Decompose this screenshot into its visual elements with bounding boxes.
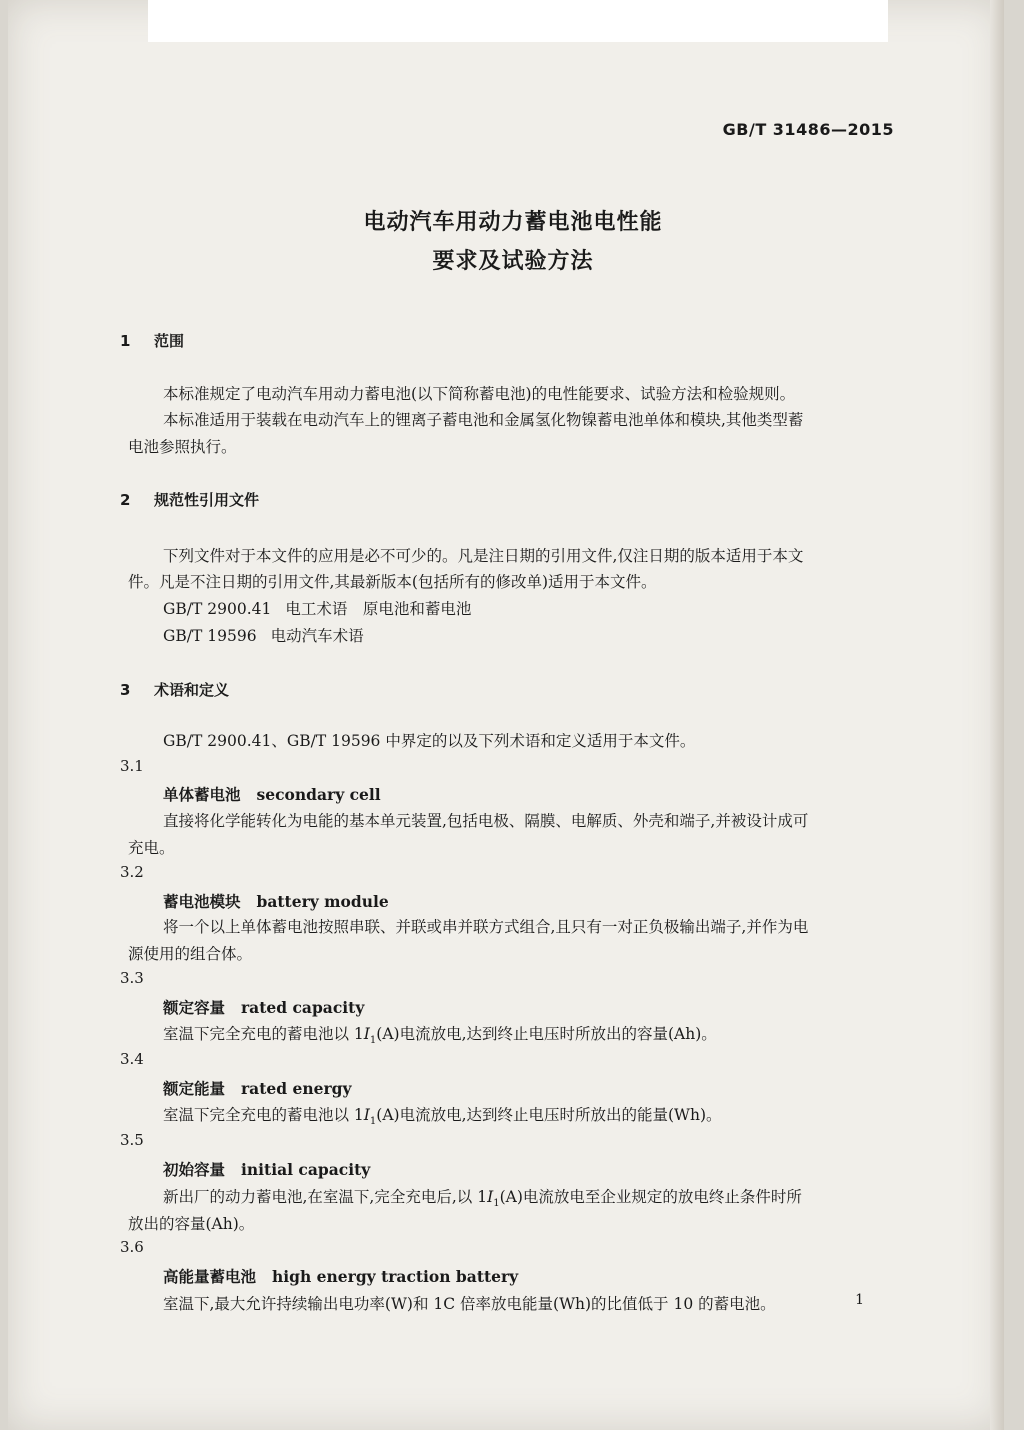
term-number: 3.2 (120, 863, 144, 881)
term-definition: 室温下,最大允许持续输出电功率(W)和 1C 倍率放电能量(Wh)的比值低于 10 的蓄电池。 (163, 1295, 776, 1313)
term-title: 蓄电池模块 battery module (163, 892, 389, 911)
scan-top-strip (148, 0, 888, 42)
reference-item: GB/T 19596 电动汽车术语 (163, 627, 364, 645)
sec2-paragraph-line-1: 下列文件对于本文件的应用是必不可少的。凡是注日期的引用文件,仅注日期的版本适用于本文 (163, 547, 804, 565)
standard-code: GB/T 31486—2015 (722, 120, 894, 139)
sec2-paragraph-line-2: 件。凡是不注日期的引用文件,其最新版本(包括所有的修改单)适用于本文件。 (128, 573, 657, 591)
term-title: 额定容量 rated capacity (163, 998, 365, 1017)
term-definition: 室温下完全充电的蓄电池以 $1I_1(A)$电流放电,达到终止电压时所放出的能量(Wh)。 (163, 1106, 722, 1128)
term-definition: 室温下完全充电的蓄电池以 $1I_1(A)$电流放电,达到终止电压时所放出的容量(Ah)。 (163, 1025, 717, 1047)
section-3-heading: 3 术语和定义 (120, 681, 230, 699)
term-title: 初始容量 initial capacity (163, 1160, 371, 1179)
term-definition-line-2: 充电。 (128, 839, 175, 857)
page-number: 1 (855, 1292, 864, 1308)
term-number: 3.6 (120, 1238, 144, 1256)
term-number: 3.4 (120, 1050, 144, 1068)
sec1-paragraph-1: 本标准规定了电动汽车用动力蓄电池(以下简称蓄电池)的电性能要求、试验方法和检验规则。 (163, 385, 796, 403)
term-definition-line-1: 新出厂的动力蓄电池,在室温下,完全充电后,以 $1I_1(A)$电流放电至企业规定的放电终止条件时所 (163, 1188, 802, 1210)
reference-item: GB/T 2900.41 电工术语 原电池和蓄电池 (163, 600, 472, 618)
term-title: 高能量蓄电池 high energy traction battery (163, 1267, 519, 1286)
section-1-heading: 1 范围 (120, 332, 185, 350)
term-title: 单体蓄电池 secondary cell (163, 785, 381, 804)
term-number: 3.3 (120, 969, 144, 987)
document-page (8, 0, 1004, 1430)
term-definition-line-1: 直接将化学能转化为电能的基本单元装置,包括电极、隔膜、电解质、外壳和端子,并被设计成可 (163, 812, 809, 830)
title-line-1: 电动汽车用动力蓄电池电性能 (363, 210, 663, 235)
term-definition-line-2: 源使用的组合体。 (128, 945, 253, 963)
sec3-intro: GB/T 2900.41、GB/T 19596 中界定的以及下列术语和定义适用于本文件。 (163, 732, 696, 750)
sec1-paragraph-2-line-1: 本标准适用于装载在电动汽车上的锂离子蓄电池和金属氢化物镍蓄电池单体和模块,其他类型蓄 (163, 411, 804, 429)
sec1-paragraph-2-line-2: 电池参照执行。 (128, 438, 237, 456)
section-2-heading: 2 规范性引用文件 (120, 491, 260, 509)
term-definition-line-1: 将一个以上单体蓄电池按照串联、并联或串并联方式组合,且只有一对正负极输出端子,并作为电 (163, 918, 809, 936)
term-number: 3.5 (120, 1131, 144, 1149)
term-definition-line-2: 放出的容量(Ah)。 (128, 1215, 255, 1233)
term-number: 3.1 (120, 757, 144, 775)
term-title: 额定能量 rated energy (163, 1079, 352, 1098)
title-line-2: 要求及试验方法 (432, 249, 594, 274)
